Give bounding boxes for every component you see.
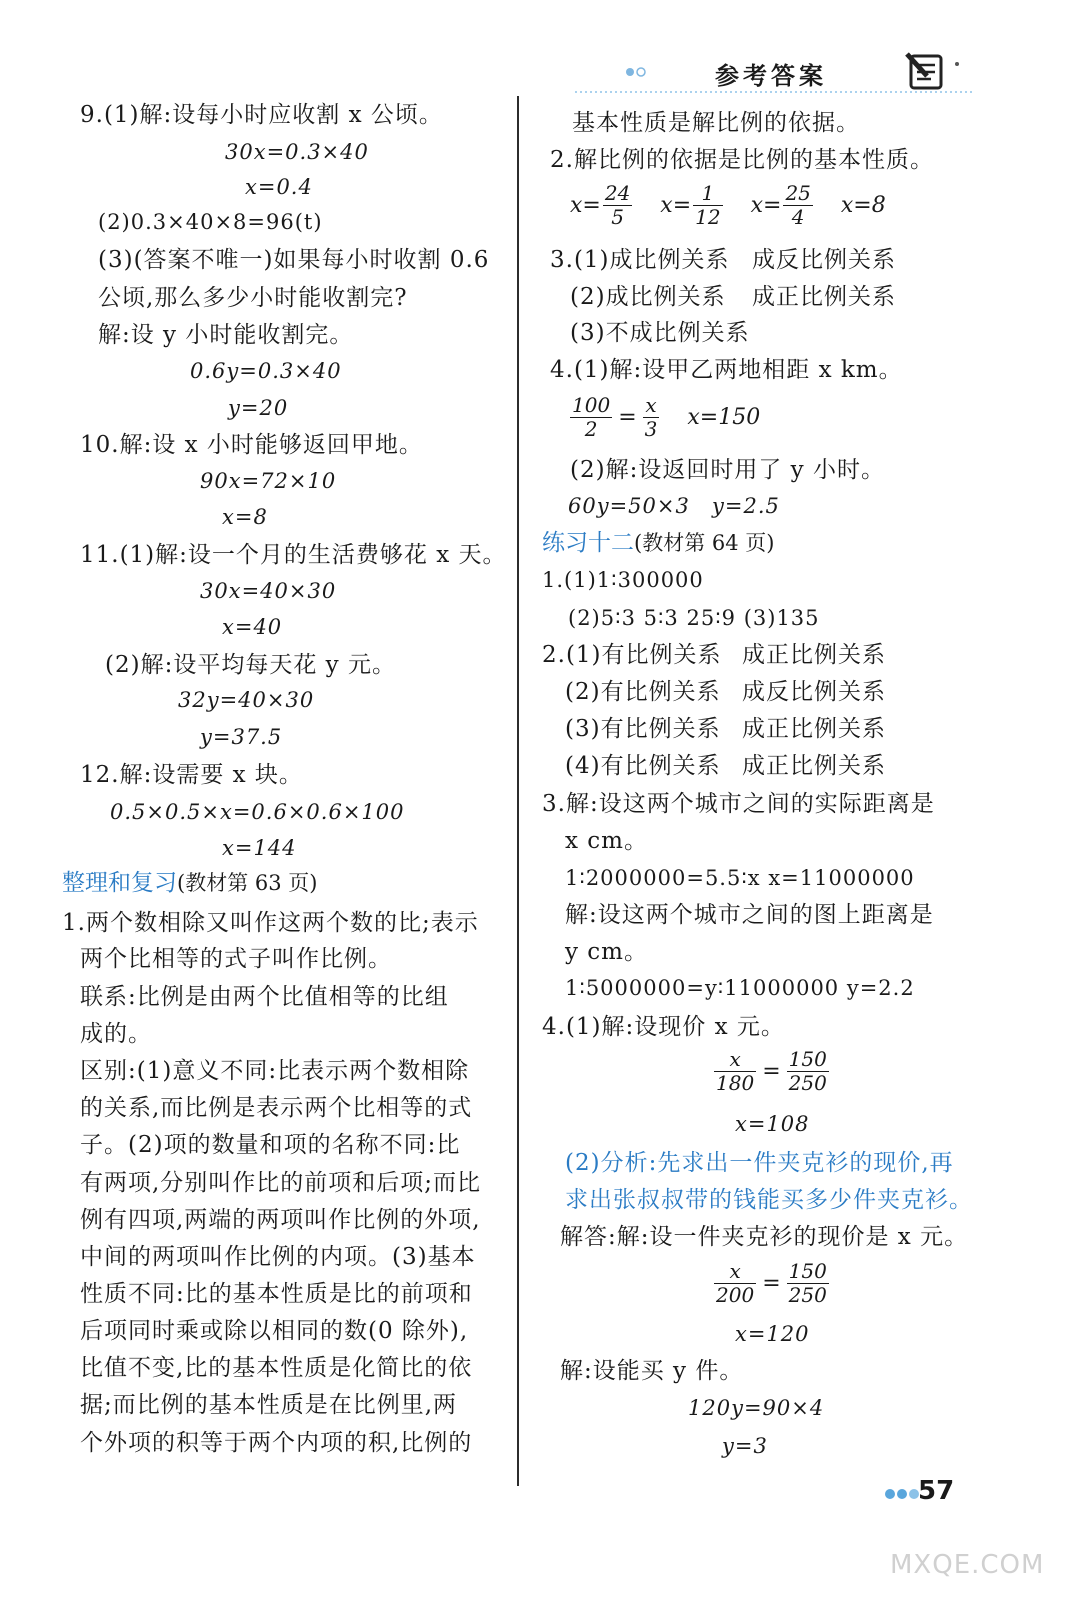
q4-eq: 60y=50×3: [568, 494, 690, 518]
q4-fraction-right: $\frac{x}{3}$: [644, 393, 658, 441]
review-line-3: 联系:比例是由两个比值相等的比组: [80, 984, 449, 1010]
review-line-12: 后项同时乘或除以相同的数(0 除外),: [80, 1318, 469, 1344]
watermark: MXQE.COM: [890, 1550, 1045, 1580]
q10-text: 10.解:设 x 小时能够返回甲地。: [80, 432, 423, 458]
review-line-1: 1.两个数相除又叫作这两个数的比;表示: [62, 910, 479, 936]
q11-eq-1: 30x=40×30: [200, 579, 337, 603]
q9-part2: (2)0.3×40×8=96(t): [98, 210, 323, 234]
review-line-4: 成的。: [80, 1021, 152, 1047]
q2-text: 2.解比例的依据是比例的基本性质。: [550, 147, 934, 173]
q2-f1-lhs: x=: [570, 193, 601, 218]
section-review-title: 整理和复习: [62, 870, 177, 896]
section-review-heading: [62, 868, 317, 898]
q11-eq-2: x=40: [222, 615, 283, 639]
ex12-q1a: 1.(1)1∶300000: [542, 568, 704, 592]
ex12-q4-text: 4.(1)解:设现价 x 元。: [542, 1014, 785, 1040]
q1-continuation: 基本性质是解比例的依据。: [572, 110, 860, 136]
q9-text: 9.(1)解:设每小时应收割 x 公顷。: [80, 102, 443, 128]
review-line-7: 子。(2)项的数量和项的名称不同:比: [80, 1132, 461, 1158]
q3-c: (3)不成比例关系: [570, 320, 750, 346]
review-line-11: 性质不同:比的基本性质是比的前项和: [80, 1281, 473, 1307]
q2-fractions-row: [570, 182, 886, 229]
q9-part3-line1: (3)(答案不唯一)如果每小时收割 0.6: [98, 247, 490, 273]
q9-eq-4: y=20: [228, 396, 289, 420]
ex12-q4-f2-left: $\frac{x}{200}$: [716, 1259, 755, 1307]
header: [575, 52, 975, 102]
ex12-q4-answer: 解答:解:设一件夹克衫的现价是 x 元。: [560, 1224, 969, 1250]
ex12-q4-analysis-2: 求出张叔叔带的钱能买多少件夹克衫。: [565, 1187, 973, 1213]
section-review-ref: (教材第 63 页): [177, 871, 318, 895]
q9-eq-3: 0.6y=0.3×40: [190, 359, 342, 383]
ex12-q3-line4: y cm。: [565, 939, 648, 965]
ex12-q2-row3-b: 成正比例关系: [742, 716, 886, 742]
q11-text: 11.(1)解:设一个月的生活费够花 x 天。: [80, 542, 507, 568]
q11-eq-3: 32y=40×30: [178, 688, 315, 712]
ex12-q4-buy: 解:设能买 y 件。: [560, 1358, 744, 1384]
ex12-q2-row1-b: 成正比例关系: [742, 642, 886, 668]
q2-f2-lhs: x=: [660, 193, 692, 218]
q2-fraction-1: $\frac{24}{5}$: [604, 181, 631, 229]
q4-eq-2: y=2.5: [712, 494, 780, 518]
review-line-2: 两个比相等的式子叫作比例。: [80, 946, 392, 972]
ex12-q2-row4-b: 成正比例关系: [742, 753, 886, 779]
q2-last: x=8: [840, 193, 886, 218]
ex12-q3-eq1: 1∶2000000=5.5∶x x=11000000: [565, 866, 915, 890]
q9-part3-line3: 解:设 y 小时能收割完。: [98, 322, 354, 348]
header-title: 参考答案: [715, 62, 827, 90]
q12-text: 12.解:设需要 x 块。: [80, 762, 303, 788]
ex12-q4-eq3: 120y=90×4: [688, 1396, 825, 1420]
ex12-q2-row2-a: (2)有比例关系: [565, 679, 721, 705]
ex12-q2-row2-b: 成反比例关系: [742, 679, 886, 705]
ex12-q4-eq1: x=108: [735, 1112, 810, 1136]
q4-proportion: $\frac{100}{2}$ = $\frac{x}{3}$ x=150: [572, 393, 761, 441]
q4-text: 4.(1)解:设甲乙两地相距 x km。: [550, 357, 903, 383]
section-ex12-title: 练习十二: [542, 530, 634, 556]
pencil-paper-icon: [903, 48, 951, 92]
ex12-q1b: (2)5∶3 5∶3 25∶9 (3)135: [568, 606, 820, 630]
ex12-q4-eq2: x=120: [735, 1322, 810, 1346]
ex12-q3-line3: 解:设这两个城市之间的图上距离是: [565, 902, 934, 928]
review-line-10: 中间的两项叫作比例的内项。(3)基本: [80, 1244, 476, 1270]
q9-eq-2: x=0.4: [245, 175, 313, 199]
column-divider: [517, 96, 519, 1486]
review-line-8: 有两项,分别叫作比的前项和后项;而比: [80, 1170, 482, 1196]
q12-eq-2: x=144: [222, 836, 297, 860]
review-line-14: 据;而比例的基本性质是在比例里,两: [80, 1392, 458, 1418]
ex12-q4-proportion-2: $\frac{x}{200}$ = $\frac{150}{250}$: [716, 1259, 827, 1307]
ex12-q4-eq4: y=3: [722, 1434, 768, 1458]
q3-b1: (2)成比例关系: [570, 284, 726, 310]
ex12-q3-line2: x cm。: [565, 828, 648, 854]
q4-fraction-left: $\frac{100}{2}$: [572, 393, 611, 441]
review-line-5: 区别:(1)意义不同:比表示两个数相除: [80, 1058, 470, 1084]
review-line-6: 的关系,而比例是表示两个比相等的式: [80, 1095, 473, 1121]
page-dots-decoration: [880, 1476, 920, 1512]
q3-a2: 成反比例关系: [752, 247, 896, 273]
q10-eq-2: x=8: [222, 505, 268, 529]
ex12-q4-f1-left: $\frac{x}{180}$: [716, 1047, 755, 1095]
q4-result: x=150: [687, 405, 761, 430]
ex12-q4-proportion-1: $\frac{x}{180}$ = $\frac{150}{250}$: [716, 1047, 827, 1095]
review-line-13: 比值不变,比的基本性质是化简比的依: [80, 1355, 473, 1381]
ex12-q4-analysis-1: (2)分析:先求出一件夹克衫的现价,再: [565, 1150, 954, 1176]
ex12-q2-row4-a: (4)有比例关系: [565, 753, 721, 779]
review-line-9: 例有四项,两端的两项叫作比例的外项,: [80, 1207, 481, 1233]
page-number: 57: [918, 1476, 955, 1506]
q2-fraction-2: $\frac{1}{12}$: [695, 181, 721, 229]
section-ex12-ref: (教材第 64 页): [634, 531, 775, 555]
q9-part3-line2: 公顷,那么多少小时能收割完?: [98, 285, 408, 311]
ex12-q4-f1-right: $\frac{150}{250}$: [788, 1047, 827, 1095]
q4-part2: (2)解:设返回时用了 y 小时。: [570, 457, 885, 483]
q10-eq-1: 90x=72×10: [200, 469, 337, 493]
q3-b2: 成正比例关系: [752, 284, 896, 310]
q3-a1: 3.(1)成比例关系: [550, 247, 730, 273]
q2-fraction-3: $\frac{25}{4}$: [785, 181, 811, 229]
ex12-q3-line1: 3.解:设这两个城市之间的实际距离是: [542, 791, 935, 817]
ex12-q3-eq2: 1∶5000000=y∶11000000 y=2.2: [565, 976, 915, 1000]
page-number-badge: [880, 1476, 960, 1512]
q2-f3-lhs: x=: [750, 193, 782, 218]
ex12-q2-row1-a: 2.(1)有比例关系: [542, 642, 722, 668]
q12-eq-1: 0.5×0.5×x=0.6×0.6×100: [110, 800, 405, 824]
q9-eq-1: 30x=0.3×40: [225, 140, 369, 164]
ex12-q2-row3-a: (3)有比例关系: [565, 716, 721, 742]
section-ex12-heading: [542, 528, 774, 558]
review-line-15: 个外项的积等于两个内项的积,比例的: [80, 1430, 473, 1456]
q11-part2: (2)解:设平均每天花 y 元。: [105, 652, 396, 678]
q11-eq-4: y=37.5: [200, 725, 283, 749]
ex12-q4-f2-right: $\frac{150}{250}$: [788, 1259, 827, 1307]
